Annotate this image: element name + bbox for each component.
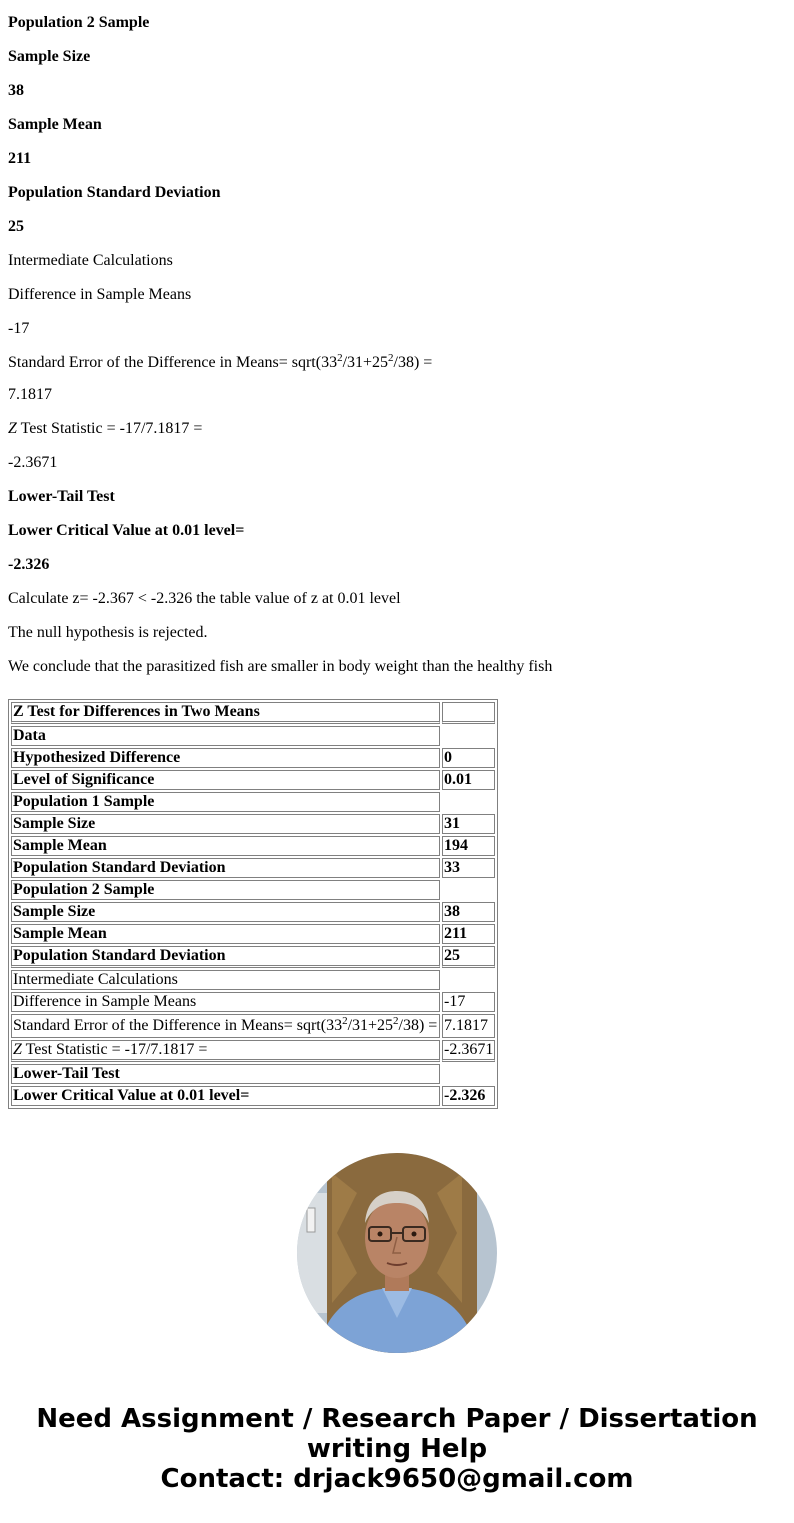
table-row — [11, 748, 495, 768]
pop2-mean-label: Sample Mean — [11, 924, 440, 944]
diff-means-label: Difference in Sample Means — [11, 992, 440, 1012]
lcv-label: Lower Critical Value at 0.01 level= — [8, 522, 245, 539]
z-formula — [11, 1040, 440, 1062]
se-formula — [11, 1014, 440, 1038]
footer-banner — [0, 1404, 794, 1494]
table-row — [11, 1064, 495, 1084]
hyp-diff-label: Hypothesized Difference — [11, 748, 440, 768]
table-cell-empty — [442, 1064, 495, 1084]
se-mid: /31+25 — [347, 1017, 394, 1034]
lcv-value: -2.326 — [8, 556, 50, 573]
footer-line-1: Need Assignment / Research Paper / Dissertation — [36, 1404, 758, 1434]
table-cell-empty — [442, 792, 495, 812]
se-value: 7.1817 — [442, 1014, 495, 1038]
significance-label: Level of Significance — [11, 770, 440, 790]
table-row — [11, 924, 495, 944]
pop1-mean-label: Sample Mean — [11, 836, 440, 856]
lcv-value: -2.326 — [442, 1086, 495, 1106]
avatar — [297, 1153, 497, 1353]
se-suffix: /38) = — [393, 354, 433, 371]
z-variable: Z — [13, 1041, 22, 1058]
table-cell-empty — [442, 702, 495, 724]
se-prefix: Standard Error of the Difference in Means= sqrt(33 — [8, 354, 338, 371]
pop2-sd-label: Population Standard Deviation — [11, 946, 440, 968]
z-rest: Test Statistic = -17/7.1817 = — [21, 1041, 208, 1058]
se-sup-2: 2 — [393, 1015, 399, 1027]
se-mid: /31+25 — [342, 354, 389, 371]
table-cell-empty — [442, 726, 495, 746]
pop1-size-value: 31 — [442, 814, 495, 834]
z-test-table — [8, 699, 498, 1109]
pop1-heading: Population 1 Sample — [11, 792, 440, 812]
table-row — [11, 970, 495, 990]
table-row — [11, 1014, 495, 1038]
pop1-sd-value: 33 — [442, 858, 495, 878]
footer-contact: Contact: drjack9650@gmail.com — [160, 1464, 634, 1494]
z-rest: Test Statistic = -17/7.1817 = — [16, 420, 203, 437]
pop2-size-label: Sample Size — [11, 902, 440, 922]
table-cell-empty — [442, 970, 495, 990]
pop2-mean-value: 211 — [442, 924, 495, 944]
pop2-heading: Population 2 Sample — [8, 14, 150, 31]
table-row — [11, 726, 495, 746]
se-sup-1: 2 — [337, 352, 343, 364]
z-formula — [8, 420, 786, 438]
table-row — [11, 902, 495, 922]
table-row — [11, 880, 495, 900]
table-row — [11, 770, 495, 790]
pop2-size-value: 38 — [442, 902, 495, 922]
calc-statement: Calculate z= -2.367 < -2.326 the table value of z at 0.01 level — [8, 590, 401, 607]
pop1-size-label: Sample Size — [11, 814, 440, 834]
pop-sd-value: 25 — [8, 218, 24, 235]
se-sup-2: 2 — [388, 352, 394, 364]
significance-value: 0.01 — [442, 770, 495, 790]
sample-size-label: Sample Size — [8, 48, 91, 65]
table-row — [11, 858, 495, 878]
diff-label: Difference in Sample Means — [8, 286, 192, 303]
table-row — [11, 992, 495, 1012]
null-statement: The null hypothesis is rejected. — [8, 624, 208, 641]
table-row — [11, 814, 495, 834]
lcv-label: Lower Critical Value at 0.01 level= — [11, 1086, 440, 1106]
hyp-diff-value: 0 — [442, 748, 495, 768]
z-value: -2.3671 — [8, 454, 58, 471]
sample-mean-label: Sample Mean — [8, 116, 102, 133]
table-row — [11, 792, 495, 812]
pop2-heading: Population 2 Sample — [11, 880, 440, 900]
pop-sd-label: Population Standard Deviation — [8, 184, 221, 201]
intermediate-heading: Intermediate Calculations — [8, 252, 173, 269]
se-sup-1: 2 — [342, 1015, 348, 1027]
table-row — [11, 702, 495, 724]
z-value: -2.3671 — [442, 1040, 495, 1062]
se-suffix: /38) = — [398, 1017, 438, 1034]
table-row — [11, 1040, 495, 1062]
avatar-portrait — [297, 1153, 497, 1353]
se-value: 7.1817 — [8, 386, 52, 403]
diff-means-value: -17 — [442, 992, 495, 1012]
data-heading: Data — [11, 726, 440, 746]
pop2-sd-value: 25 — [442, 946, 495, 968]
table-row — [11, 836, 495, 856]
table-row — [11, 1086, 495, 1106]
se-formula — [8, 354, 786, 372]
sample-mean-value: 211 — [8, 150, 32, 167]
conclusion: We conclude that the parasitized fish are smaller in body weight than the healthy fish — [8, 658, 553, 675]
diff-value: -17 — [8, 320, 30, 337]
footer-line-2: writing Help — [306, 1434, 488, 1464]
table-cell-empty — [442, 880, 495, 900]
table-row — [11, 946, 495, 968]
sample-size-value: 38 — [8, 82, 24, 99]
lower-tail-heading: Lower-Tail Test — [11, 1064, 440, 1084]
lower-tail-heading: Lower-Tail Test — [8, 488, 115, 505]
z-variable: Z — [8, 420, 17, 437]
se-prefix: Standard Error of the Difference in Means= sqrt(33 — [13, 1017, 343, 1034]
table-title: Z Test for Differences in Two Means — [11, 702, 440, 724]
document-body — [8, 14, 786, 692]
pop1-sd-label: Population Standard Deviation — [11, 858, 440, 878]
intermediate-heading: Intermediate Calculations — [11, 970, 440, 990]
pop1-mean-value: 194 — [442, 836, 495, 856]
